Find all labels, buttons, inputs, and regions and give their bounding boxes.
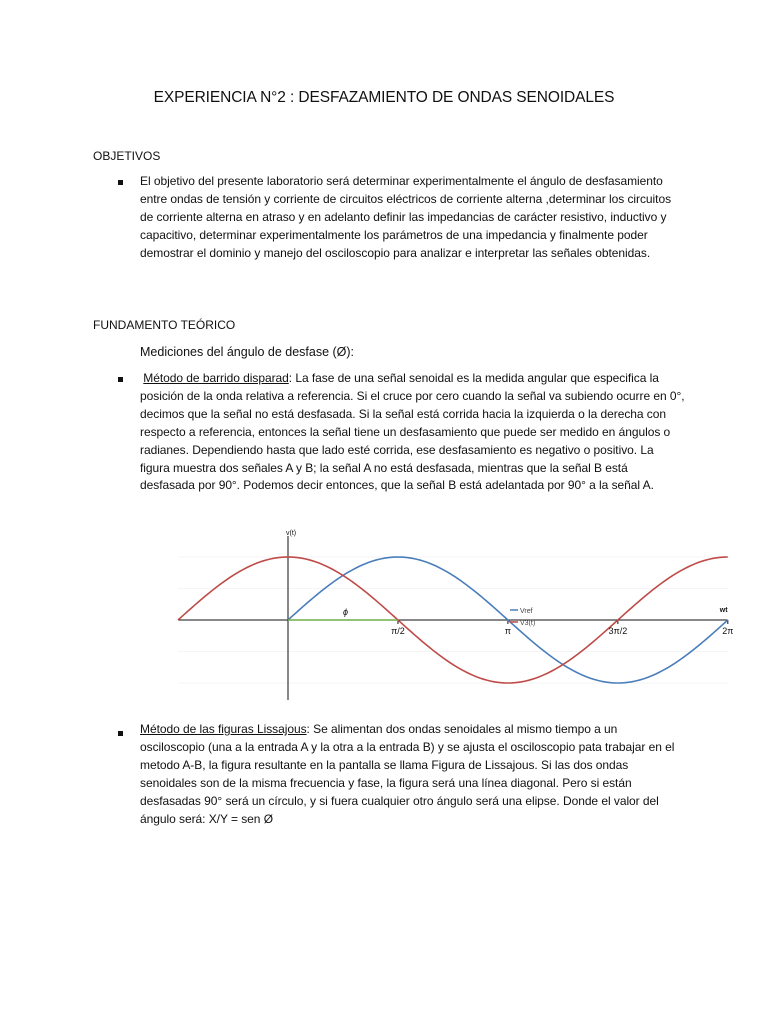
phase-shift-chart	[220, 524, 734, 704]
x-tick-label: π/2	[391, 626, 405, 636]
x-tick-label: 3π/2	[608, 626, 628, 636]
metodo-barrido-title: Método de barrido disparad	[143, 371, 289, 385]
metodo-lissajous-paragraph	[140, 721, 685, 828]
bullet-marker	[118, 180, 123, 185]
metodo-lissajous-title: Método de las figuras Lissajous	[140, 722, 307, 736]
page-title: EXPERIENCIA N°2 : DESFAZAMIENTO DE ONDAS SENOIDALES	[153, 89, 615, 106]
chart-legend	[510, 608, 535, 627]
bullet-marker	[118, 377, 123, 382]
metodo-lissajous-text: : Se alimentan dos ondas senoidales al mismo tiempo a un osciloscopio (una a la entrada A y la otra a la entrada B) y se ajusta el osciloscopio pata trabajar en el metodo A-B, la figura resultante en la pantalla se llama Figura de Lissajous. Si las dos ondas senoidales son de la misma frecuencia y fase, la figura será una línea diagonal. Pero si están desfasadas 90° será un círculo, y si fuera cualquier otro ángulo será una elipse. Donde el valor del ángulo será: X/Y = sen Ø	[140, 722, 675, 826]
x-ticks	[398, 620, 728, 624]
x-tick-labels	[391, 626, 733, 636]
section-heading-fundamento: FUNDAMENTO TEÓRICO	[93, 318, 236, 332]
metodo-barrido-text: : La fase de una señal senoidal es la medida angular que especifica la posición de la onda relativa a referencia. Si el cruce por cero cuando la señal va subiendo ocurre en 0°, decimos que la señal no está desfasada. Si la señal está corrida hacia la izquierda o la derecha con respecto a referencia, entonces la señal tiene un desfasamiento que puede ser medido en ángulos o radianes. Dependiendo hasta que lado esté corrida, ese desfasamiento es negativo o positivo. La figura muestra dos señales A y B; la señal A no está desfasada, mientras que la señal B está desfasada por 90°. Podemos decir entonces, que la señal B está adelantada por 90° a la señal A.	[140, 371, 685, 493]
objetivos-paragraph	[140, 173, 680, 263]
x-tick-label: 2π	[722, 626, 734, 636]
objetivos-text: El objetivo del presente laboratorio será determinar experimentalmente el ángulo de desfasamiento entre ondas de tensión y corriente de circuitos eléctricos de corriente alterna ,determinar los circuitos de corriente alterna en atraso y en adelanto definir las impedancias de carácter resistivo, inductivo y capacitivo, determinar experimentalmente los parámetros de una impedancia y finalmente poder demostrar el dominio y manejo del osciloscopio para analizar e interpretar las señales obtenidas.	[140, 174, 672, 260]
metodo-barrido-paragraph	[140, 370, 685, 495]
legend-label: V3(t)	[520, 620, 536, 627]
bullet-marker	[118, 731, 123, 736]
y-axis-label: v(t)	[286, 530, 297, 537]
x-axis-label: wt	[719, 607, 728, 614]
x-tick-label: π	[504, 626, 512, 636]
section-heading-objetivos: OBJETIVOS	[93, 149, 161, 163]
phase-label: ϕ	[342, 607, 348, 617]
legend-label: Vref	[520, 608, 533, 615]
subheading-angulo-desfase: Mediciones del ángulo de desfase (Ø):	[140, 345, 355, 359]
